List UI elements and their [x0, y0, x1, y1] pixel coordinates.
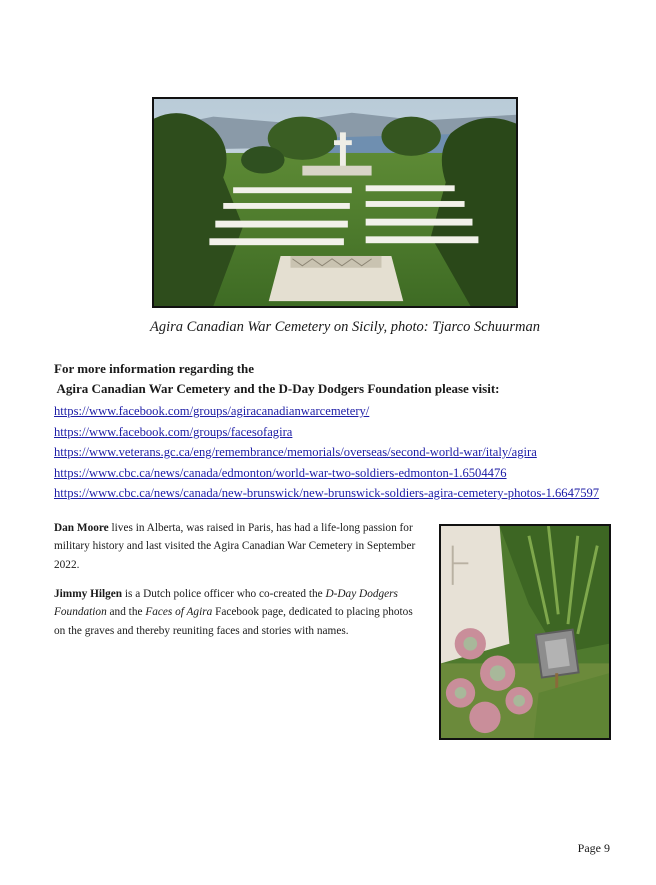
photo-caption: Agira Canadian War Cemetery on Sicily, photo: Tjarco Schuurman	[150, 319, 540, 335]
bio-dan-text: lives in Alberta, was raised in Paris, has had a life-long passion for military history and last visited the Agira Canadian War Cemetery in September 2022.	[54, 522, 416, 571]
bio-jimmy-name: Jimmy Hilgen	[54, 588, 123, 600]
link-list	[54, 401, 634, 504]
bio-dan-moore	[54, 519, 426, 574]
bio-jimmy-text-2: and the	[106, 606, 146, 619]
grave-photo	[439, 524, 611, 740]
info-heading-line-1: For more information regarding the	[54, 361, 255, 376]
bio-jimmy-text-1: is a Dutch police officer who co-created the	[122, 588, 326, 600]
page-number: Page 9	[577, 841, 610, 855]
link-cbc-new-brunswick[interactable]: https://www.cbc.ca/news/canada/new-brunswick/new-brunswick-soldiers-agira-cemetery-photos-1.6647597	[54, 486, 600, 500]
link-facebook-faces-of-agira[interactable]: https://www.facebook.com/groups/facesofagira	[54, 424, 293, 439]
more-info-section	[54, 359, 634, 504]
grave-photo-image	[441, 526, 609, 738]
info-heading-line-2: Agira Canadian War Cemetery and the D-Day Dodgers Foundation please visit:	[54, 381, 500, 396]
bio-jimmy-text-3: Facebook page, dedicated to placing photos on the graves and thereby reuniting faces and stories with names.	[54, 606, 413, 637]
bio-jimmy-em-faces: Faces of Agira	[145, 606, 213, 619]
cemetery-photo	[152, 97, 518, 308]
cemetery-photo-image	[154, 99, 516, 306]
link-cbc-edmonton[interactable]: https://www.cbc.ca/news/canada/edmonton/world-war-two-soldiers-edmonton-1.6504476	[54, 465, 507, 480]
link-facebook-agira-cemetery[interactable]: https://www.facebook.com/groups/agiracanadianwarcemetery/	[54, 404, 370, 418]
bio-jimmy-em-foundation: D-Day Dodgers Foundation	[54, 588, 398, 619]
bio-jimmy-hilgen	[54, 585, 426, 640]
link-veterans-gc[interactable]: https://www.veterans.gc.ca/eng/remembrance/memorials/overseas/second-world-war/italy/agira	[54, 445, 537, 459]
bio-dan-name: Dan Moore	[54, 522, 109, 534]
